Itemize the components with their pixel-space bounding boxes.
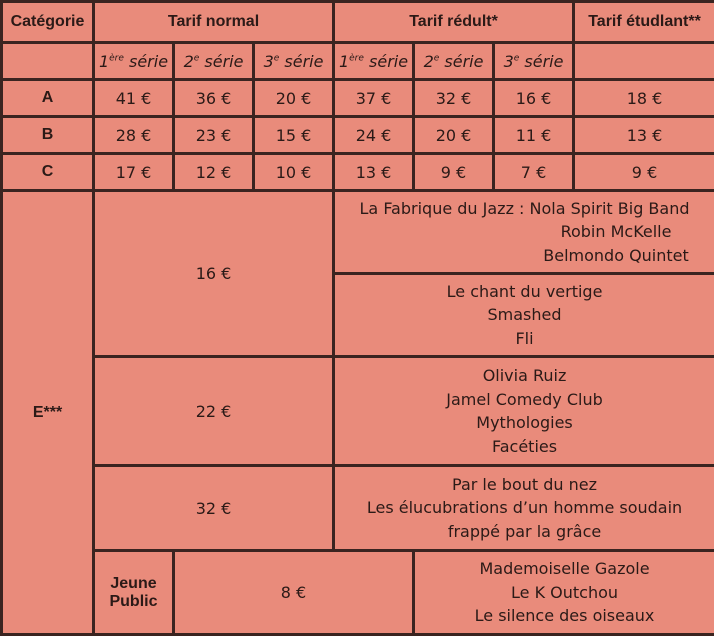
price-cell: 11 € [494,117,574,154]
series-blank-cell [574,43,714,80]
serie-label: 2e série [174,43,254,80]
list-item: Jamel Comedy Club [335,388,714,412]
price-cell: 13 € [574,117,714,154]
table-row [2,117,714,154]
category-label: B [2,117,94,154]
price-cell: 17 € [94,154,174,191]
serie-label: 3e série [254,43,334,80]
show-list [334,466,714,551]
category-label: A [2,80,94,117]
price-cell: 13 € [334,154,414,191]
price-cell: 9 € [414,154,494,191]
price-cell: 18 € [574,80,714,117]
list-item: Smashed [335,303,714,327]
price-cell: 32 € [94,466,334,551]
serie-label: 2e série [414,43,494,80]
list-item: La Fabrique du Jazz : Nola Spirit Big Band [335,197,714,221]
show-list [334,357,714,466]
list-item: Le K Outchou [415,581,714,605]
table-row [2,154,714,191]
list-item: Fli [335,327,714,351]
table-row [2,80,714,117]
price-cell: 10 € [254,154,334,191]
price-cell: 36 € [174,80,254,117]
list-item: Par le bout du nez [335,473,714,497]
serie-label: 1ère série [334,43,414,80]
price-cell: 7 € [494,154,574,191]
list-item: frappé par la grâce [335,520,714,544]
list-item: Les élucubrations d’un homme soudain [335,496,714,520]
table-row [2,357,714,466]
series-row [2,43,714,80]
category-label: C [2,154,94,191]
header-tarif-etudiant: Tarif étudlant** [574,2,714,43]
table-row [2,551,714,635]
list-item: Facéties [335,435,714,459]
price-cell: 9 € [574,154,714,191]
list-item: Olivia Ruiz [335,364,714,388]
list-item: Mythologies [335,411,714,435]
price-cell: 16 € [494,80,574,117]
price-cell: 24 € [334,117,414,154]
header-category: Catégorie [2,2,94,43]
price-cell: 32 € [414,80,494,117]
price-cell: 8 € [174,551,414,635]
price-cell: 20 € [254,80,334,117]
price-cell: 15 € [254,117,334,154]
list-item: Robin McKelle [335,220,714,244]
header-tarif-reduit: Tarif rédult* [334,2,574,43]
serie-label: 1ère série [94,43,174,80]
list-item: Le chant du vertige [335,280,714,304]
list-item: Mademoiselle Gazole [415,557,714,581]
price-cell: 23 € [174,117,254,154]
price-cell: 16 € [94,191,334,357]
price-cell: 37 € [334,80,414,117]
price-cell: 41 € [94,80,174,117]
header-tarif-normal: Tarif normal [94,2,334,43]
series-empty-cell [2,43,94,80]
price-cell: 20 € [414,117,494,154]
show-list [414,551,714,635]
list-item: Belmondo Quintet [335,244,714,268]
header-row [2,2,714,43]
table-row [2,466,714,551]
table-row [2,191,714,274]
price-cell: 22 € [94,357,334,466]
category-e-label: E*** [2,191,94,635]
serie-label: 3e série [494,43,574,80]
price-cell: 12 € [174,154,254,191]
list-item: Le silence des oiseaux [415,604,714,628]
category-jeune-public-label: Jeune Public [94,551,174,635]
show-list [334,274,714,357]
price-cell: 28 € [94,117,174,154]
show-list [334,191,714,274]
